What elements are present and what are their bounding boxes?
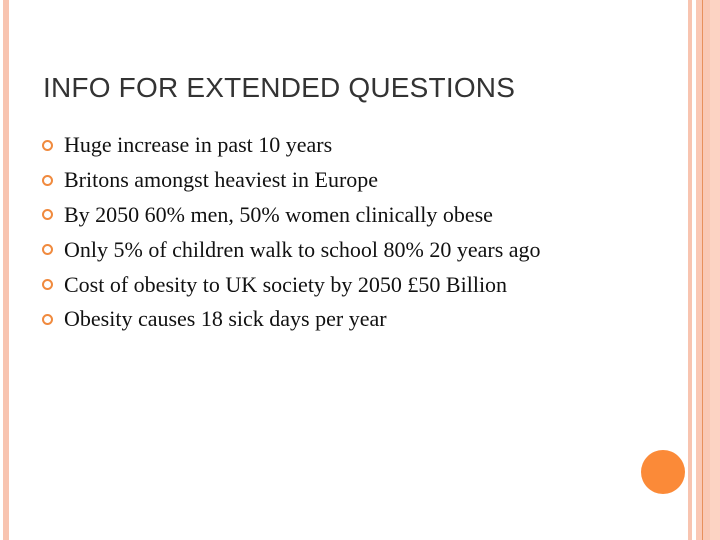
right-border-stripe — [696, 0, 710, 540]
circle-bullet-icon — [42, 314, 53, 325]
circle-bullet-icon — [42, 209, 53, 220]
left-border-stripe — [3, 0, 9, 540]
bullet-text: Obesity causes 18 sick days per year — [64, 306, 387, 332]
circle-bullet-icon — [42, 140, 53, 151]
right-border-stripe — [688, 0, 692, 540]
decorative-orange-circle — [641, 450, 685, 494]
right-border-line — [702, 0, 703, 540]
bullet-text: Only 5% of children walk to school 80% 20 years ago — [64, 236, 541, 262]
circle-bullet-icon — [42, 175, 53, 186]
circle-bullet-icon — [42, 244, 53, 255]
bullet-text: Britons amongst heaviest in Europe — [64, 167, 379, 193]
list-item — [42, 267, 541, 302]
bullet-text: By 2050 60% men, 50% women clinically obese — [64, 201, 493, 227]
list-item — [42, 232, 541, 267]
list-item — [42, 198, 541, 233]
bullet-text: Cost of obesity to UK society by 2050 £50 Billion — [64, 271, 508, 297]
circle-bullet-icon — [42, 279, 53, 290]
bullet-list — [42, 128, 541, 337]
right-border-stripe — [710, 0, 720, 540]
list-item — [42, 128, 541, 163]
bullet-text: Huge increase in past 10 years — [64, 132, 333, 158]
list-item — [42, 302, 541, 337]
slide-title: INFO FOR EXTENDED QUESTIONS — [43, 72, 516, 103]
list-item — [42, 163, 541, 198]
